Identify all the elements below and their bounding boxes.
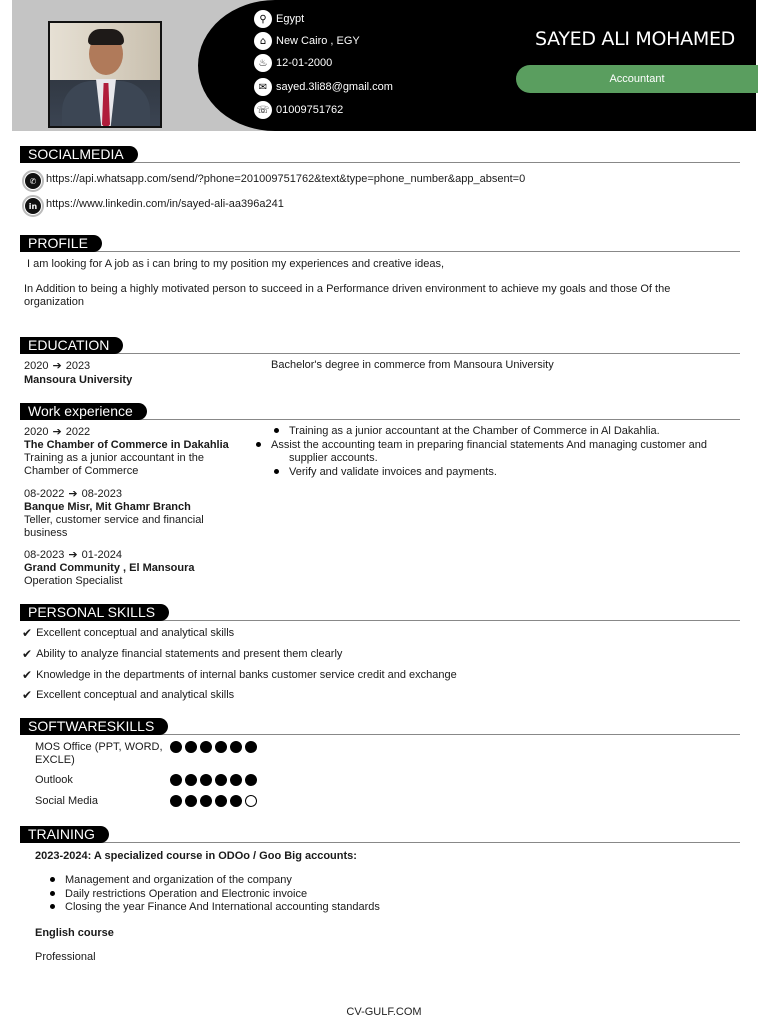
arrow-right-icon: ➔ xyxy=(52,425,62,438)
job-2-dates: 08-2022 ➔ 08-2023 xyxy=(24,487,122,500)
rating-dot-filled xyxy=(230,795,242,807)
rating-dot-filled xyxy=(185,741,197,753)
section-education xyxy=(20,337,740,357)
skill-rating-dots xyxy=(170,795,257,807)
location-pin-icon: ⚲ xyxy=(254,10,272,28)
home-icon: ⌂ xyxy=(254,32,272,50)
profile-paragraph-1: I am looking for A job as i can bring to my position my experiences and creative ideas, xyxy=(24,258,445,270)
work-duties-list xyxy=(271,425,731,479)
whatsapp-link[interactable]: https://api.whatsapp.com/send/?phone=201009751762&text&type=phone_number&app_absent=0 xyxy=(46,173,526,185)
rating-dot-filled xyxy=(200,741,212,753)
personal-skill-item: ✔ Knowledge in the departments of internal banks customer service credit and exchange xyxy=(22,668,457,682)
list-item: Closing the year Finance And International accounting standards xyxy=(47,901,547,915)
rating-dot-filled xyxy=(230,741,242,753)
section-training xyxy=(20,826,740,846)
list-item: Training as a junior accountant at the Chamber of Commerce in Al Dakahlia. xyxy=(271,425,731,439)
rating-dot-filled xyxy=(170,774,182,786)
candidate-name: SAYED ALI MOHAMED xyxy=(534,28,735,50)
job-3-role: Operation Specialist xyxy=(24,575,123,587)
rating-dot-filled xyxy=(245,774,257,786)
software-skill-name: Outlook xyxy=(35,774,73,786)
personal-skill-item: ✔ Excellent conceptual and analytical skills xyxy=(22,688,235,702)
section-personal-skills xyxy=(20,604,740,624)
job-1-role: Training as a junior accountant in the Chamber of Commerce xyxy=(24,452,204,477)
section-title: EDUCATION xyxy=(20,337,123,354)
job-3-organization: Grand Community , El Mansoura xyxy=(24,562,195,574)
section-title: PERSONAL SKILLS xyxy=(20,604,169,621)
rating-dot-filled xyxy=(215,795,227,807)
list-item: Daily restrictions Operation and Electronic invoice xyxy=(47,888,547,902)
english-course-title: English course xyxy=(35,927,114,939)
education-school: Mansoura University xyxy=(24,374,133,386)
contact-phone-text[interactable]: 01009751762 xyxy=(276,104,344,116)
rating-dot-filled xyxy=(170,795,182,807)
section-title: TRAINING xyxy=(20,826,109,843)
education-from: 2020 xyxy=(24,360,49,372)
section-work-experience xyxy=(20,403,740,423)
whatsapp-icon[interactable]: ✆ xyxy=(22,170,44,192)
education-to: 2023 xyxy=(65,360,91,372)
profile-photo xyxy=(48,21,162,128)
phone-icon: ☏ xyxy=(254,101,272,119)
job-2-organization: Banque Misr, Mit Ghamr Branch xyxy=(24,501,191,513)
contact-country xyxy=(254,9,304,29)
training-topics-list xyxy=(47,874,547,915)
education-degree: Bachelor's degree in commerce from Mansoura University xyxy=(271,359,554,371)
job-1-organization: The Chamber of Commerce in Dakahlia xyxy=(24,439,229,451)
section-socialmedia xyxy=(20,146,740,166)
list-item: Verify and validate invoices and payments. xyxy=(271,466,731,480)
contact-email-text[interactable]: sayed.3li88@gmail.com xyxy=(276,81,393,93)
email-icon: ✉ xyxy=(254,78,272,96)
checkmark-icon: ✔ xyxy=(22,626,33,640)
section-title: PROFILE xyxy=(20,235,102,252)
skill-rating-dots xyxy=(170,741,257,753)
footer-site-name: CV-GULF.COM xyxy=(346,1006,422,1018)
job-2-role: Teller, customer service and financial business xyxy=(24,514,204,539)
contact-birthdate xyxy=(254,53,332,73)
linkedin-icon[interactable]: in xyxy=(22,195,44,217)
section-profile xyxy=(20,235,740,255)
arrow-right-icon: ➔ xyxy=(68,487,78,500)
checkmark-icon: ✔ xyxy=(22,668,33,682)
rating-dot-filled xyxy=(215,774,227,786)
rating-dot-filled xyxy=(245,741,257,753)
section-title: SOFTWARESKILLS xyxy=(20,718,168,735)
linkedin-link[interactable]: https://www.linkedin.com/in/sayed-ali-aa396a241 xyxy=(46,198,284,210)
contact-birthdate-text: 12-01-2000 xyxy=(276,57,333,69)
rating-dot-filled xyxy=(185,774,197,786)
rating-dot-filled xyxy=(215,741,227,753)
section-title: SOCIALMEDIA xyxy=(20,146,138,163)
software-skill-name: MOS Office (PPT, WORD, EXCLE) xyxy=(35,741,163,766)
list-item: Management and organization of the company xyxy=(47,874,547,888)
job-3-dates: 08-2023 ➔ 01-2024 xyxy=(24,548,122,561)
contact-city-text: New Cairo , EGY xyxy=(276,35,360,47)
checkmark-icon: ✔ xyxy=(22,688,33,702)
education-dates xyxy=(24,359,90,373)
contact-email[interactable] xyxy=(254,77,393,97)
rating-dot-filled xyxy=(200,774,212,786)
contact-phone[interactable] xyxy=(254,100,343,120)
software-skill-name: Social Media xyxy=(35,795,98,807)
list-item: Assist the accounting team in preparing financial statements And managing customer and supplier accounts. xyxy=(253,439,731,466)
rating-dot-empty xyxy=(245,795,257,807)
arrow-right-icon: ➔ xyxy=(52,359,62,372)
section-software-skills xyxy=(20,718,740,738)
personal-skill-item: ✔ Ability to analyze financial statements and present them clearly xyxy=(22,647,343,661)
profile-paragraph-2: In Addition to being a highly motivated person to succeed in a Performance driven environment to achieve my goals and those Of the organization xyxy=(24,283,671,308)
job-title-badge: Accountant xyxy=(516,65,758,93)
rating-dot-filled xyxy=(170,741,182,753)
section-title: Work experience xyxy=(20,403,147,420)
contact-city xyxy=(254,31,360,51)
job-1-dates: 2020 ➔ 2022 xyxy=(24,425,91,438)
rating-dot-filled xyxy=(185,795,197,807)
rating-dot-filled xyxy=(200,795,212,807)
personal-skill-item: ✔ Excellent conceptual and analytical skills xyxy=(22,626,235,640)
training-course-title: 2023-2024: A specialized course in ODOo / Goo Big accounts: xyxy=(35,850,357,862)
checkmark-icon: ✔ xyxy=(22,647,33,661)
contact-country-text: Egypt xyxy=(276,13,305,25)
birthday-cake-icon: ♨ xyxy=(254,54,272,72)
rating-dot-filled xyxy=(230,774,242,786)
skill-rating-dots xyxy=(170,774,257,786)
english-course-level: Professional xyxy=(35,951,96,963)
arrow-right-icon: ➔ xyxy=(68,548,78,561)
